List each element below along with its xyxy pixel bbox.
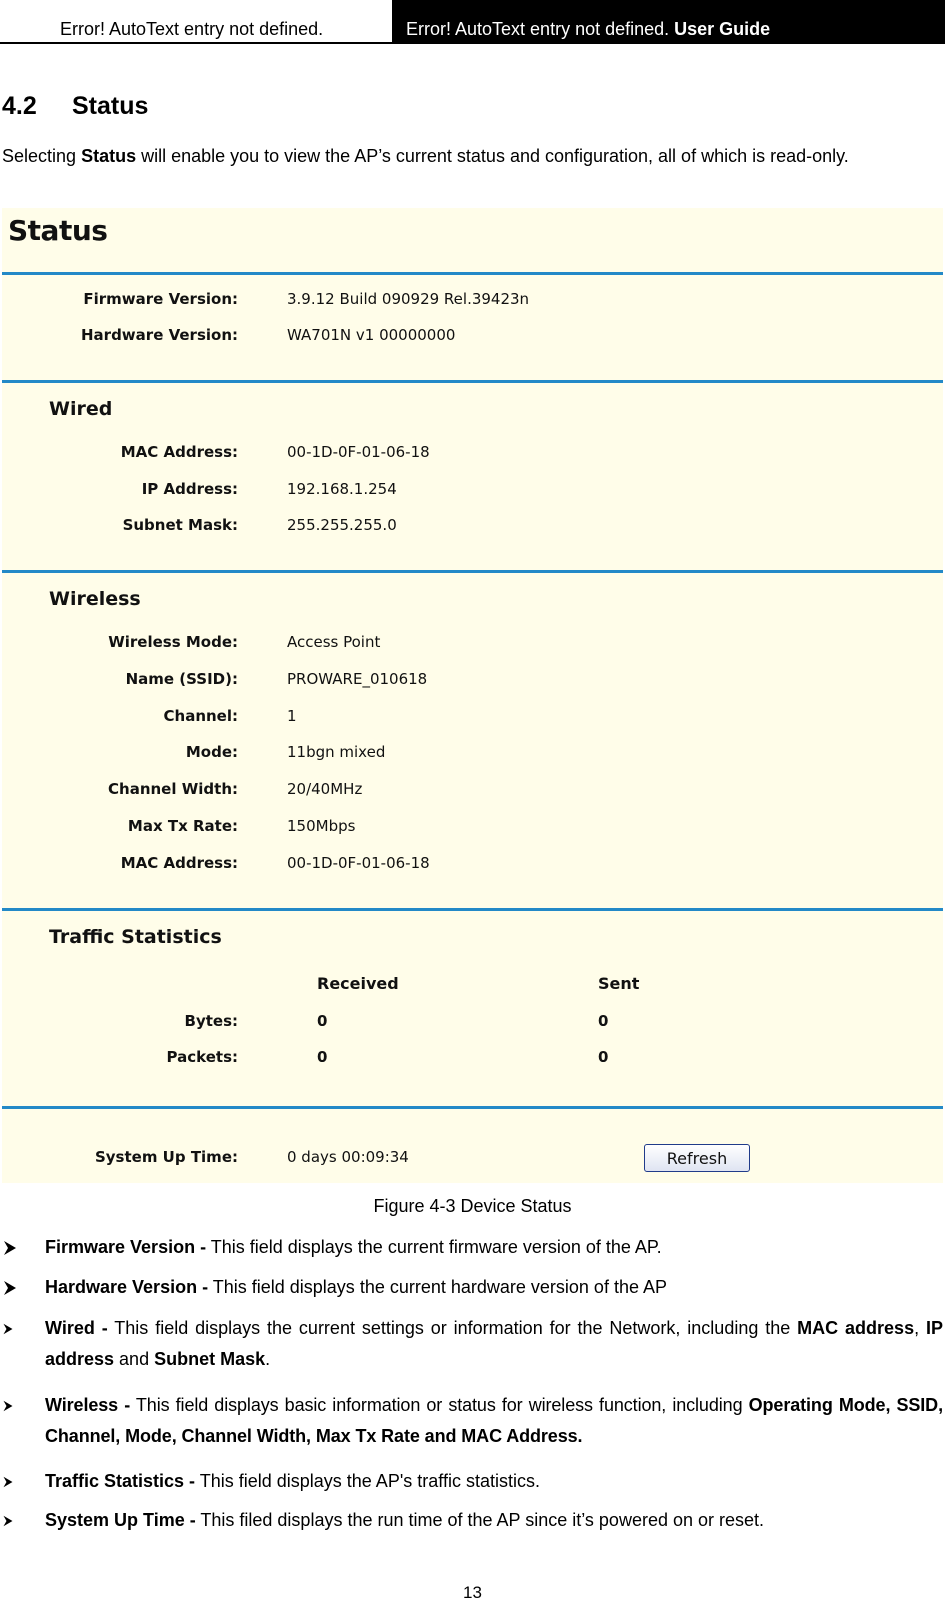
wireless-mode-value: Access Point	[287, 633, 381, 651]
arrowhead-bullet-icon	[2, 1515, 14, 1527]
divider	[2, 380, 943, 383]
bullet-desc: This field displays the current hardware version of the AP	[208, 1277, 667, 1297]
arrowhead-bullet-icon	[2, 1476, 14, 1488]
subnet-value: 255.255.255.0	[287, 516, 397, 534]
bullet-term: IP address	[45, 1318, 943, 1369]
bullet-text	[45, 1313, 943, 1375]
bullet-desc: This field displays the current settings or information for the Network, including the	[107, 1318, 798, 1338]
channel-width-value: 20/40MHz	[287, 780, 363, 798]
bullet-term: Traffic Statistics -	[45, 1471, 196, 1491]
refresh-button[interactable]: Refresh	[644, 1144, 750, 1172]
wired-title: Wired	[49, 398, 113, 420]
divider	[2, 1106, 943, 1109]
ip-label: IP Address:	[141, 480, 238, 498]
bytes-received: 0	[317, 1012, 328, 1030]
intro-bold: Status	[81, 146, 137, 166]
bullet-desc: This field displays the AP's traffic statistics.	[195, 1471, 540, 1491]
firmware-label: Firmware Version:	[83, 290, 238, 308]
channel-label: Channel:	[163, 707, 238, 725]
header-left	[0, 0, 392, 44]
packets-sent: 0	[598, 1048, 609, 1066]
hardware-value: WA701N v1 00000000	[287, 326, 456, 344]
channel-value: 1	[287, 707, 297, 725]
traffic-title: Traffic Statistics	[49, 926, 222, 948]
header-left-text: Error! AutoText entry not defined.	[60, 19, 324, 39]
divider	[2, 272, 943, 275]
bullet-text	[45, 1232, 943, 1263]
arrowhead-bullet-icon	[2, 1323, 14, 1335]
intro-paragraph	[2, 142, 943, 171]
panel-title: Status	[8, 214, 108, 247]
header-right-plain: Error! AutoText entry not defined.	[406, 19, 675, 39]
status-panel	[2, 208, 943, 1183]
mode-value: 11bgn mixed	[287, 743, 386, 761]
bullet-sep: .	[265, 1349, 271, 1369]
uptime-value: 0 days 00:09:34	[287, 1148, 409, 1166]
bullet-text	[45, 1466, 943, 1497]
header-right-text	[406, 19, 770, 40]
firmware-value: 3.9.12 Build 090929 Rel.39423n	[287, 290, 530, 308]
wired-mac-value: 00-1D-0F-01-06-18	[287, 443, 430, 461]
uptime-label: System Up Time:	[94, 1148, 238, 1166]
ssid-value: PROWARE_010618	[287, 670, 428, 688]
subnet-label: Subnet Mask:	[122, 516, 238, 534]
bullet-term: Wired -	[45, 1318, 108, 1338]
header-right-bold: User Guide	[674, 19, 771, 39]
bullet-sep: and	[114, 1349, 155, 1369]
bullet-term: Operating Mode, SSID, Channel, Mode, Channel Width, Max Tx Rate and MAC Address.	[45, 1395, 943, 1446]
bullet-term: MAC address	[797, 1318, 915, 1338]
header-right	[392, 0, 945, 44]
bullet-desc: This field displays basic information or status for wireless function, including	[130, 1395, 749, 1415]
intro-pre: Selecting	[2, 146, 82, 166]
mode-label: Mode:	[185, 743, 238, 761]
divider	[2, 908, 943, 911]
arrowhead-bullet-icon	[2, 1240, 18, 1256]
arrowhead-bullet-icon	[2, 1280, 18, 1296]
bullet-desc: This filed displays the run time of the AP since it’s powered on or reset.	[195, 1510, 765, 1530]
page-number: 13	[463, 1583, 482, 1602]
wireless-mac-label: MAC Address:	[120, 854, 238, 872]
packets-label: Packets:	[166, 1048, 238, 1066]
bullet-term: Firmware Version -	[45, 1237, 207, 1257]
bullet-term: Wireless -	[45, 1395, 131, 1415]
ssid-label: Name (SSID):	[125, 670, 238, 688]
intro-post: will enable you to view the AP’s current status and configuration, all of which is read-only.	[136, 146, 849, 166]
wired-mac-label: MAC Address:	[120, 443, 238, 461]
received-column-header: Received	[317, 974, 399, 993]
hardware-label: Hardware Version:	[81, 326, 238, 344]
wireless-title: Wireless	[49, 588, 141, 610]
ip-value: 192.168.1.254	[287, 480, 397, 498]
running-header	[0, 0, 945, 44]
wireless-mode-label: Wireless Mode:	[108, 633, 238, 651]
section-number: 4.2	[2, 92, 37, 120]
bytes-label: Bytes:	[184, 1012, 238, 1030]
channel-width-label: Channel Width:	[108, 780, 238, 798]
bullet-term: Subnet Mask	[154, 1349, 266, 1369]
divider	[2, 570, 943, 573]
bullet-term: Hardware Version -	[45, 1277, 209, 1297]
arrowhead-bullet-icon	[2, 1400, 14, 1412]
bullet-text	[45, 1390, 943, 1452]
packets-received: 0	[317, 1048, 328, 1066]
sent-column-header: Sent	[598, 974, 640, 993]
bullet-text	[45, 1272, 943, 1303]
figure-caption: Figure 4-3 Device Status	[373, 1196, 572, 1216]
max-tx-rate-value: 150Mbps	[287, 817, 356, 835]
bullet-sep: ,	[914, 1318, 926, 1338]
wireless-mac-value: 00-1D-0F-01-06-18	[287, 854, 430, 872]
bytes-sent: 0	[598, 1012, 609, 1030]
section-heading	[2, 92, 148, 121]
bullet-text	[45, 1505, 943, 1536]
max-tx-rate-label: Max Tx Rate:	[127, 817, 238, 835]
bullet-desc: This field displays the current firmware version of the AP.	[206, 1237, 662, 1257]
bullet-term: System Up Time -	[45, 1510, 196, 1530]
section-title: Status	[72, 92, 149, 120]
